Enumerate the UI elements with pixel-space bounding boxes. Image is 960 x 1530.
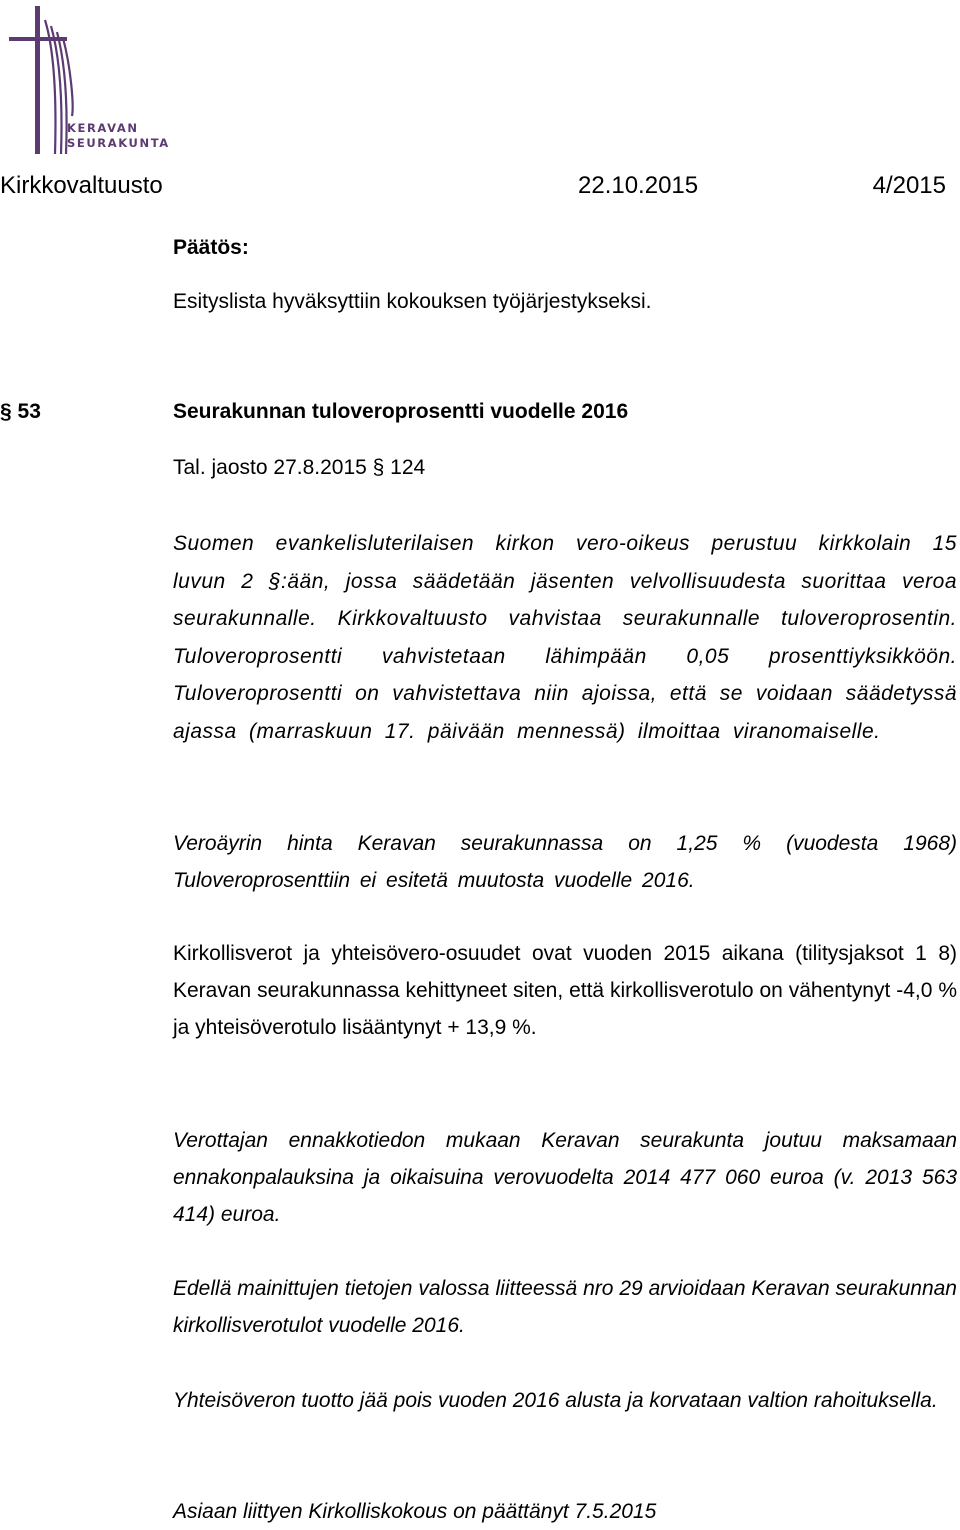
- paragraph-legal-basis: Suomen evankelisluterilaisen kirkon vero-oikeus perustuu kirkkolain 15 luvun 2 §:ään, jossa säädetään jäsenten velvollisuudesta suorittaa veroa seurakunnalle. Kirkkovaltuusto vahvistaa seurakunnalle tuloveroprosentin. Tuloveroprosentti vahvistetaan lähimpään 0,05 prosenttiyksikköön. Tuloveroprosentti on vahvistettava niin ajoissa, että se voidaan säädetyssä ajassa (marraskuun 17. päivään mennessä) ilmoittaa viranomaiselle.: [173, 532, 957, 743]
- header-title: Kirkkovaltuusto: [0, 172, 163, 199]
- header-number: 4/2015: [872, 172, 946, 199]
- paragraph-tax-development: Kirkollisverot ja yhteisövero-osuudet ovat vuoden 2015 aikana (tilitysjaksot 1 8) Keravan seurakunnassa kehittyneet siten, että kirkollisverotulo on vähentynyt -4,0 % ja yhteisöverotulo lisääntynyt + 13,9 %.: [173, 942, 957, 1039]
- paragraph-estimate: Edellä mainittujen tietojen valossa liitteessä nro 29 arvioidaan Keravan seurakunnan kirkollisverotulot vuodelle 2016.: [173, 1277, 957, 1337]
- section-number: § 53: [0, 400, 41, 423]
- keravan-seurakunta-logo: [5, 6, 170, 156]
- paragraph-synod-decision: Asiaan liittyen Kirkolliskokous on päättänyt 7.5.2015: [173, 1500, 657, 1523]
- paragraph-corporate-tax: Yhteisöveron tuotto jää pois vuoden 2016 alusta ja korvataan valtion rahoituksella.: [173, 1389, 938, 1412]
- section-reference: Tal. jaosto 27.8.2015 § 124: [173, 456, 426, 479]
- logo-line-1: KERAVAN: [67, 121, 139, 135]
- header-date: 22.10.2015: [578, 172, 699, 199]
- decision-text: Esityslista hyväksyttiin kokouksen työjärjestykseksi.: [173, 290, 652, 313]
- logo-line-2: SEURAKUNTA: [67, 136, 170, 150]
- section-title: Seurakunnan tuloveroprosentti vuodelle 2016: [173, 400, 629, 423]
- paragraph-tax-rate: Veroäyrin hinta Keravan seurakunnassa on 1,25 % (vuodesta 1968) Tuloveroprosenttiin ei esitetä muutosta vuodelle 2016.: [173, 832, 957, 892]
- paragraph-advance-refunds: Verottajan ennakkotiedon mukaan Keravan seurakunta joutuu maksamaan ennakonpalauksina ja oikaisuina verovuodelta 2014 477 060 euroa (v. 2013 563 414) euroa.: [173, 1129, 957, 1226]
- decision-label: Päätös:: [173, 236, 249, 259]
